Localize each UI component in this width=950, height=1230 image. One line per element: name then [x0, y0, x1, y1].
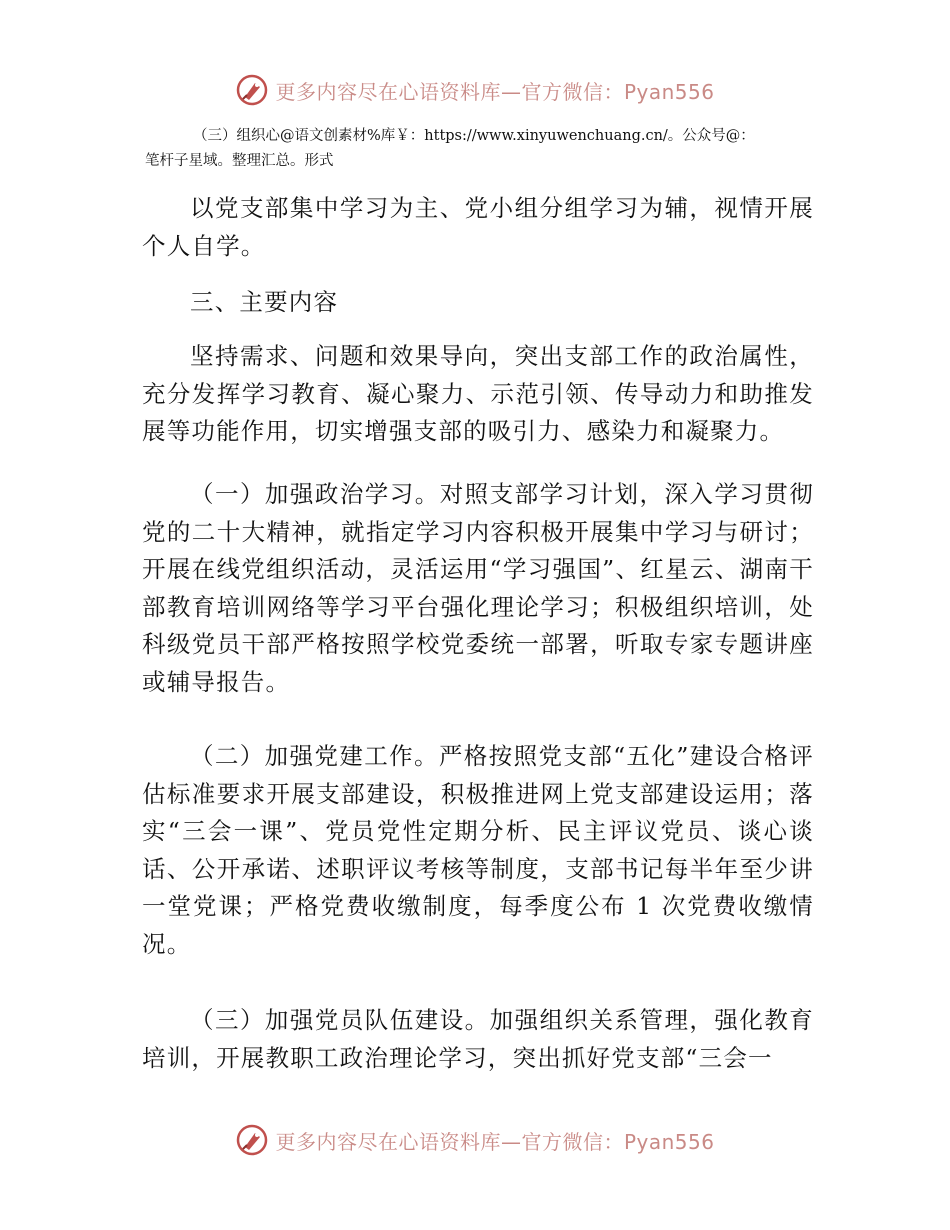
footer-banner [0, 1122, 950, 1158]
source-note-line-2: 笔杆子星域。整理汇总。形式 [145, 153, 334, 169]
header-banner [0, 72, 950, 108]
banner-text: 更多内容尽在心语资料库—官方微信：Pyan556 [275, 79, 715, 104]
source-note-line-1: （三）组织心@语文创素材%库￥：https://www.xinyuwenchuang.cn/。公众号@： [193, 128, 755, 144]
body-paragraph-party-building: （二）加强党建工作。严格按照党支部“五化”建设合格评估标准要求开展支部建设，积极推进网上党支部建设运用；落实“三会一课”、党员党性定期分析、民主评议党员、谈心谈话、公开承诺、述职评议考核等制度，支部书记每半年至少讲一堂党课；严格党费收缴制度，每季度公布 1 次党费收缴情况。 [142, 742, 814, 958]
pen-nib-logo-icon [235, 1123, 269, 1157]
body-paragraph-study-form: 以党支部集中学习为主、党小组分组学习为辅，视情开展个人自学。 [142, 194, 814, 260]
pen-nib-logo-icon [235, 73, 269, 107]
body-paragraph-political-study: （一）加强政治学习。对照支部学习计划，深入学习贯彻党的二十大精神，就指定学习内容积极开展集中学习与研讨；开展在线党组织活动，灵活运用“学习强国”、红星云、湖南干部教育培训网络等学习平台强化理论学习；积极组织培训，处科级党员干部严格按照学校党委统一部署，听取专家专题讲座或辅导报告。 [142, 480, 814, 696]
banner-text: 更多内容尽在心语资料库—官方微信：Pyan556 [275, 1129, 715, 1154]
section-heading: 三、主要内容 [190, 288, 339, 316]
body-paragraph-team-building: （三）加强党员队伍建设。加强组织关系管理，强化教育培训，开展教职工政治理论学习，突出抓好党支部“三会一 [142, 1006, 814, 1072]
body-paragraph-main-content: 坚持需求、问题和效果导向，突出支部工作的政治属性，充分发挥学习教育、凝心聚力、示范引领、传导动力和助推发展等功能作用，切实增强支部的吸引力、感染力和凝聚力。 [142, 342, 814, 445]
